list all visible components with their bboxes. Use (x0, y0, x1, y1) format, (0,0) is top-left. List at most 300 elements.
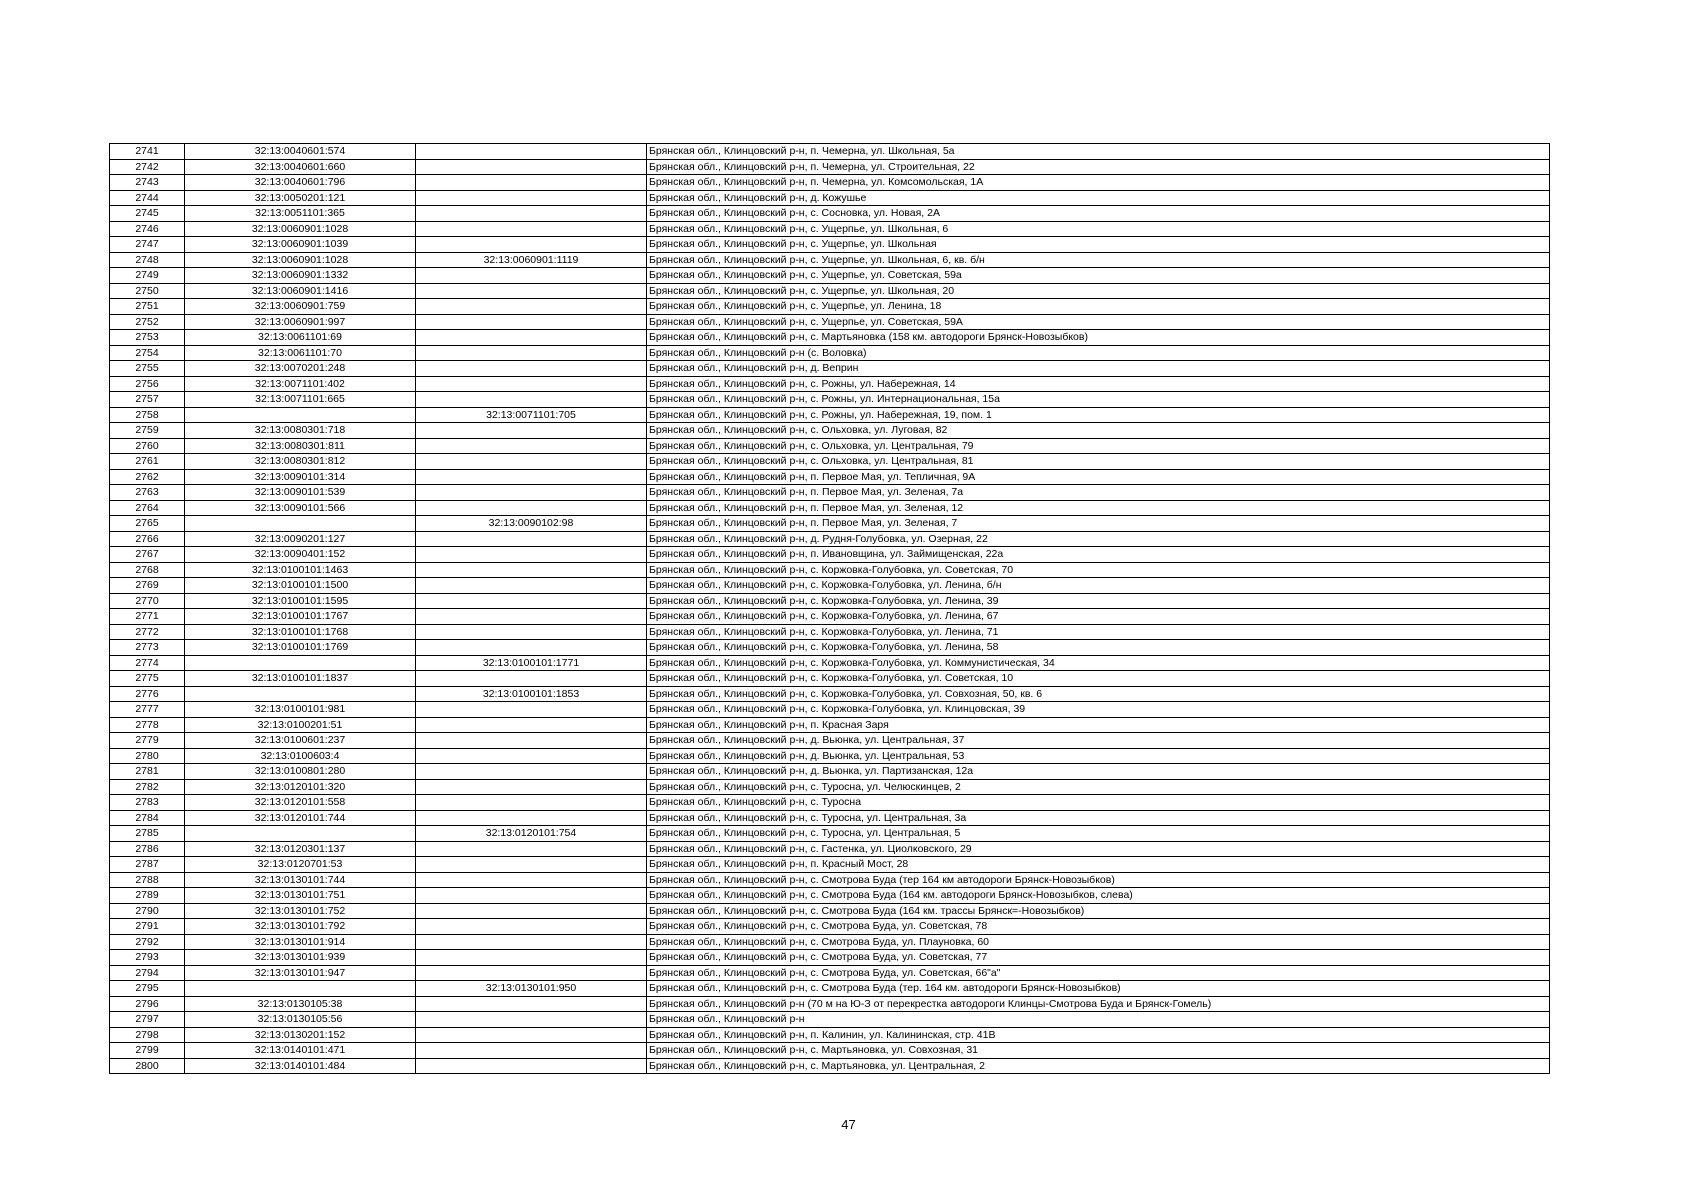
address-cell: Брянская обл., Клинцовский р-н, с. Смотрова Буда, ул. Советская, 66"а" (647, 965, 1550, 981)
sub-object-number-cell (416, 903, 647, 919)
row-number-cell: 2751 (110, 299, 185, 315)
sub-object-number-cell (416, 810, 647, 826)
cadastral-number-cell: 32:13:0071101:402 (185, 376, 416, 392)
row-number-cell: 2787 (110, 857, 185, 873)
cadastral-number-cell: 32:13:0130101:751 (185, 888, 416, 904)
table-row (110, 888, 1550, 904)
row-number-cell: 2772 (110, 624, 185, 640)
sub-object-number-cell (416, 578, 647, 594)
cadastral-number-cell: 32:13:0100201:51 (185, 717, 416, 733)
table-row (110, 795, 1550, 811)
address-cell: Брянская обл., Клинцовский р-н, с. Смотрова Буда, ул. Плауновка, 60 (647, 934, 1550, 950)
table-row (110, 826, 1550, 842)
address-cell: Брянская обл., Клинцовский р-н, с. Смотрова Буда (тер 164 км автодороги Брянск-Новозыбков) (647, 872, 1550, 888)
table-row (110, 392, 1550, 408)
page-number: 47 (841, 1117, 856, 1132)
address-cell: Брянская обл., Клинцовский р-н, с. Ольховка, ул. Луговая, 82 (647, 423, 1550, 439)
sub-object-number-cell (416, 221, 647, 237)
row-number-cell: 2768 (110, 562, 185, 578)
table-row (110, 965, 1550, 981)
table-row (110, 702, 1550, 718)
table-row (110, 919, 1550, 935)
address-cell: Брянская обл., Клинцовский р-н, п. Чемерна, ул. Строительная, 22 (647, 159, 1550, 175)
sub-object-number-cell (416, 702, 647, 718)
row-number-cell: 2741 (110, 144, 185, 160)
cadastral-number-cell: 32:13:0140101:471 (185, 1043, 416, 1059)
row-number-cell: 2765 (110, 516, 185, 532)
cadastral-number-cell: 32:13:0100601:237 (185, 733, 416, 749)
address-cell: Брянская обл., Клинцовский р-н, с. Коржовка-Голубовка, ул. Ленина, 67 (647, 609, 1550, 625)
address-cell: Брянская обл., Клинцовский р-н, с. Мартьяновка (158 км. автодороги Брянск-Новозыбков) (647, 330, 1550, 346)
table-row (110, 1027, 1550, 1043)
row-number-cell: 2744 (110, 190, 185, 206)
sub-object-number-cell (416, 717, 647, 733)
sub-object-number-cell (416, 268, 647, 284)
sub-object-number-cell (416, 593, 647, 609)
address-cell: Брянская обл., Клинцовский р-н, с. Мартьяновка, ул. Совхозная, 31 (647, 1043, 1550, 1059)
sub-object-number-cell (416, 965, 647, 981)
table-row (110, 159, 1550, 175)
cadastral-number-cell (185, 407, 416, 423)
table-row (110, 578, 1550, 594)
sub-object-number-cell (416, 299, 647, 315)
row-number-cell: 2755 (110, 361, 185, 377)
sub-object-number-cell: 32:13:0100101:1771 (416, 655, 647, 671)
table-row (110, 872, 1550, 888)
address-cell: Брянская обл., Клинцовский р-н, д. Веприн (647, 361, 1550, 377)
address-cell: Брянская обл., Клинцовский р-н, д. Вьюнка, ул. Партизанская, 12а (647, 764, 1550, 780)
sub-object-number-cell (416, 283, 647, 299)
row-number-cell: 2752 (110, 314, 185, 330)
cadastral-number-cell: 32:13:0080301:811 (185, 438, 416, 454)
sub-object-number-cell (416, 423, 647, 439)
table-row (110, 609, 1550, 625)
cadastral-number-cell: 32:13:0100101:1595 (185, 593, 416, 609)
table-row (110, 283, 1550, 299)
address-cell: Брянская обл., Клинцовский р-н, с. Ольховка, ул. Центральная, 81 (647, 454, 1550, 470)
table-row (110, 299, 1550, 315)
address-cell: Брянская обл., Клинцовский р-н, с. Ольховка, ул. Центральная, 79 (647, 438, 1550, 454)
table-row (110, 221, 1550, 237)
table-row (110, 1012, 1550, 1028)
row-number-cell: 2782 (110, 779, 185, 795)
cadastral-number-cell: 32:13:0120701:53 (185, 857, 416, 873)
sub-object-number-cell (416, 190, 647, 206)
row-number-cell: 2762 (110, 469, 185, 485)
cadastral-number-cell: 32:13:0080301:812 (185, 454, 416, 470)
cadastral-number-cell: 32:13:0090101:566 (185, 500, 416, 516)
registry-table-body (110, 144, 1550, 1074)
sub-object-number-cell (416, 748, 647, 764)
table-row (110, 934, 1550, 950)
address-cell: Брянская обл., Клинцовский р-н (с. Воловка) (647, 345, 1550, 361)
address-cell: Брянская обл., Клинцовский р-н, с. Коржовка-Голубовка, ул. Ленина, 39 (647, 593, 1550, 609)
cadastral-number-cell: 32:13:0100101:1769 (185, 640, 416, 656)
cadastral-number-cell: 32:13:0130105:56 (185, 1012, 416, 1028)
cadastral-number-cell: 32:13:0090401:152 (185, 547, 416, 563)
sub-object-number-cell (416, 950, 647, 966)
address-cell: Брянская обл., Клинцовский р-н, с. Гастенка, ул. Циолковского, 29 (647, 841, 1550, 857)
sub-object-number-cell (416, 547, 647, 563)
sub-object-number-cell: 32:13:0060901:1119 (416, 252, 647, 268)
sub-object-number-cell (416, 144, 647, 160)
sub-object-number-cell (416, 1058, 647, 1074)
row-number-cell: 2776 (110, 686, 185, 702)
cadastral-number-cell: 32:13:0040601:660 (185, 159, 416, 175)
address-cell: Брянская обл., Клинцовский р-н, с. Рожны, ул. Набережная, 19, пом. 1 (647, 407, 1550, 423)
cadastral-number-cell: 32:13:0100101:1767 (185, 609, 416, 625)
address-cell: Брянская обл., Клинцовский р-н, п. Красный Мост, 28 (647, 857, 1550, 873)
address-cell: Брянская обл., Клинцовский р-н, п. Первое Мая, ул. Тепличная, 9А (647, 469, 1550, 485)
row-number-cell: 2790 (110, 903, 185, 919)
row-number-cell: 2743 (110, 175, 185, 191)
cadastral-number-cell (185, 516, 416, 532)
sub-object-number-cell (416, 996, 647, 1012)
row-number-cell: 2770 (110, 593, 185, 609)
cadastral-number-cell: 32:13:0140101:484 (185, 1058, 416, 1074)
row-number-cell: 2747 (110, 237, 185, 253)
row-number-cell: 2758 (110, 407, 185, 423)
address-cell: Брянская обл., Клинцовский р-н, с. Сосновка, ул. Новая, 2А (647, 206, 1550, 222)
cadastral-number-cell: 32:13:0130101:752 (185, 903, 416, 919)
sub-object-number-cell (416, 779, 647, 795)
address-cell: Брянская обл., Клинцовский р-н, с. Мартьяновка, ул. Центральная, 2 (647, 1058, 1550, 1074)
row-number-cell: 2800 (110, 1058, 185, 1074)
table-row (110, 144, 1550, 160)
cadastral-number-cell (185, 686, 416, 702)
cadastral-number-cell: 32:13:0100101:1463 (185, 562, 416, 578)
table-row (110, 779, 1550, 795)
table-row (110, 733, 1550, 749)
sub-object-number-cell (416, 764, 647, 780)
sub-object-number-cell (416, 919, 647, 935)
table-row (110, 330, 1550, 346)
cadastral-number-cell: 32:13:0130101:744 (185, 872, 416, 888)
row-number-cell: 2789 (110, 888, 185, 904)
sub-object-number-cell (416, 206, 647, 222)
row-number-cell: 2753 (110, 330, 185, 346)
cadastral-number-cell: 32:13:0130101:792 (185, 919, 416, 935)
sub-object-number-cell (416, 934, 647, 950)
sub-object-number-cell (416, 1012, 647, 1028)
address-cell: Брянская обл., Клинцовский р-н, с. Туросна, ул. Челюскинцев, 2 (647, 779, 1550, 795)
address-cell: Брянская обл., Клинцовский р-н, п. Первое Мая, ул. Зеленая, 12 (647, 500, 1550, 516)
sub-object-number-cell (416, 500, 647, 516)
sub-object-number-cell (416, 1027, 647, 1043)
address-cell: Брянская обл., Клинцовский р-н, с. Коржовка-Голубовка, ул. Коммунистическая, 34 (647, 655, 1550, 671)
address-cell: Брянская обл., Клинцовский р-н, с. Ущерпье, ул. Советская, 59А (647, 314, 1550, 330)
cadastral-number-cell: 32:13:0090101:314 (185, 469, 416, 485)
table-row (110, 562, 1550, 578)
cadastral-number-cell: 32:13:0100101:1837 (185, 671, 416, 687)
cadastral-number-cell (185, 826, 416, 842)
row-number-cell: 2786 (110, 841, 185, 857)
row-number-cell: 2785 (110, 826, 185, 842)
sub-object-number-cell (416, 469, 647, 485)
cadastral-number-cell: 32:13:0060901:759 (185, 299, 416, 315)
row-number-cell: 2796 (110, 996, 185, 1012)
address-cell: Брянская обл., Клинцовский р-н, с. Смотрова Буда (164 км. автодороги Брянск-Новозыбков, слева) (647, 888, 1550, 904)
sub-object-number-cell (416, 624, 647, 640)
table-row (110, 407, 1550, 423)
sub-object-number-cell (416, 671, 647, 687)
sub-object-number-cell: 32:13:0120101:754 (416, 826, 647, 842)
address-cell: Брянская обл., Клинцовский р-н, с. Смотрова Буда, ул. Советская, 78 (647, 919, 1550, 935)
address-cell: Брянская обл., Клинцовский р-н, д. Вьюнка, ул. Центральная, 53 (647, 748, 1550, 764)
cadastral-number-cell: 32:13:0120301:137 (185, 841, 416, 857)
cadastral-number-cell: 32:13:0100101:1500 (185, 578, 416, 594)
address-cell: Брянская обл., Клинцовский р-н, с. Ущерпье, ул. Школьная, 20 (647, 283, 1550, 299)
cadastral-number-cell: 32:13:0060901:997 (185, 314, 416, 330)
row-number-cell: 2759 (110, 423, 185, 439)
row-number-cell: 2778 (110, 717, 185, 733)
table-row (110, 686, 1550, 702)
row-number-cell: 2799 (110, 1043, 185, 1059)
row-number-cell: 2777 (110, 702, 185, 718)
address-cell: Брянская обл., Клинцовский р-н, с. Коржовка-Голубовка, ул. Ленина, б/н (647, 578, 1550, 594)
address-cell: Брянская обл., Клинцовский р-н, с. Туросна, ул. Центральная, 5 (647, 826, 1550, 842)
cadastral-number-cell: 32:13:0120101:744 (185, 810, 416, 826)
table-row (110, 950, 1550, 966)
row-number-cell: 2784 (110, 810, 185, 826)
cadastral-number-cell: 32:13:0060901:1332 (185, 268, 416, 284)
address-cell: Брянская обл., Клинцовский р-н, д. Рудня-Голубовка, ул. Озерная, 22 (647, 531, 1550, 547)
row-number-cell: 2792 (110, 934, 185, 950)
address-cell: Брянская обл., Клинцовский р-н, с. Коржовка-Голубовка, ул. Советская, 10 (647, 671, 1550, 687)
address-cell: Брянская обл., Клинцовский р-н, с. Коржовка-Голубовка, ул. Клинцовская, 39 (647, 702, 1550, 718)
cadastral-number-cell: 32:13:0130101:939 (185, 950, 416, 966)
cadastral-number-cell: 32:13:0130101:947 (185, 965, 416, 981)
sub-object-number-cell (416, 485, 647, 501)
sub-object-number-cell (416, 314, 647, 330)
sub-object-number-cell (416, 733, 647, 749)
row-number-cell: 2754 (110, 345, 185, 361)
address-cell: Брянская обл., Клинцовский р-н, д. Вьюнка, ул. Центральная, 37 (647, 733, 1550, 749)
address-cell: Брянская обл., Клинцовский р-н, п. Чемерна, ул. Комсомольская, 1А (647, 175, 1550, 191)
table-row (110, 237, 1550, 253)
row-number-cell: 2780 (110, 748, 185, 764)
table-row (110, 376, 1550, 392)
sub-object-number-cell (416, 159, 647, 175)
row-number-cell: 2742 (110, 159, 185, 175)
cadastral-number-cell: 32:13:0061101:70 (185, 345, 416, 361)
table-row (110, 981, 1550, 997)
table-row (110, 841, 1550, 857)
table-row (110, 485, 1550, 501)
address-cell: Брянская обл., Клинцовский р-н, с. Ущерпье, ул. Советская, 59а (647, 268, 1550, 284)
row-number-cell: 2766 (110, 531, 185, 547)
address-cell: Брянская обл., Клинцовский р-н, с. Смотрова Буда, ул. Советская, 77 (647, 950, 1550, 966)
cadastral-number-cell (185, 981, 416, 997)
table-row (110, 469, 1550, 485)
cadastral-number-cell: 32:13:0070201:248 (185, 361, 416, 377)
sub-object-number-cell (416, 857, 647, 873)
address-cell: Брянская обл., Клинцовский р-н, с. Коржовка-Голубовка, ул. Совхозная, 50, кв. 6 (647, 686, 1550, 702)
table-row (110, 996, 1550, 1012)
cadastral-number-cell: 32:13:0040601:796 (185, 175, 416, 191)
sub-object-number-cell (416, 438, 647, 454)
table-row (110, 764, 1550, 780)
row-number-cell: 2781 (110, 764, 185, 780)
table-row (110, 857, 1550, 873)
registry-table (109, 143, 1550, 1074)
table-row (110, 438, 1550, 454)
row-number-cell: 2757 (110, 392, 185, 408)
address-cell: Брянская обл., Клинцовский р-н (70 м на Ю-З от перекрестка автодороги Клинцы-Смотрова Буда и Брянск-Гомель) (647, 996, 1550, 1012)
row-number-cell: 2761 (110, 454, 185, 470)
row-number-cell: 2746 (110, 221, 185, 237)
row-number-cell: 2764 (110, 500, 185, 516)
address-cell: Брянская обл., Клинцовский р-н, п. Красная Заря (647, 717, 1550, 733)
cadastral-number-cell: 32:13:0060901:1039 (185, 237, 416, 253)
table-row (110, 516, 1550, 532)
address-cell: Брянская обл., Клинцовский р-н (647, 1012, 1550, 1028)
address-cell: Брянская обл., Клинцовский р-н, с. Ущерпье, ул. Ленина, 18 (647, 299, 1550, 315)
address-cell: Брянская обл., Клинцовский р-н, с. Коржовка-Голубовка, ул. Ленина, 71 (647, 624, 1550, 640)
cadastral-number-cell: 32:13:0060901:1028 (185, 221, 416, 237)
sub-object-number-cell: 32:13:0100101:1853 (416, 686, 647, 702)
table-row (110, 314, 1550, 330)
row-number-cell: 2773 (110, 640, 185, 656)
cadastral-number-cell: 32:13:0100603:4 (185, 748, 416, 764)
sub-object-number-cell (416, 888, 647, 904)
cadastral-number-cell: 32:13:0100801:280 (185, 764, 416, 780)
row-number-cell: 2769 (110, 578, 185, 594)
table-row (110, 748, 1550, 764)
row-number-cell: 2771 (110, 609, 185, 625)
sub-object-number-cell (416, 640, 647, 656)
table-row (110, 671, 1550, 687)
cadastral-number-cell: 32:13:0050201:121 (185, 190, 416, 206)
cadastral-number-cell: 32:13:0090201:127 (185, 531, 416, 547)
table-row (110, 655, 1550, 671)
row-number-cell: 2791 (110, 919, 185, 935)
table-row (110, 423, 1550, 439)
row-number-cell: 2745 (110, 206, 185, 222)
cadastral-number-cell: 32:13:0130101:914 (185, 934, 416, 950)
table-row (110, 810, 1550, 826)
address-cell: Брянская обл., Клинцовский р-н, п. Калинин, ул. Калининская, стр. 41В (647, 1027, 1550, 1043)
row-number-cell: 2793 (110, 950, 185, 966)
row-number-cell: 2794 (110, 965, 185, 981)
row-number-cell: 2760 (110, 438, 185, 454)
row-number-cell: 2783 (110, 795, 185, 811)
row-number-cell: 2795 (110, 981, 185, 997)
sub-object-number-cell (416, 330, 647, 346)
table-row (110, 361, 1550, 377)
address-cell: Брянская обл., Клинцовский р-н, с. Рожны, ул. Интернациональная, 15а (647, 392, 1550, 408)
sub-object-number-cell (416, 237, 647, 253)
row-number-cell: 2779 (110, 733, 185, 749)
table-row (110, 547, 1550, 563)
cadastral-number-cell (185, 655, 416, 671)
sub-object-number-cell (416, 454, 647, 470)
address-cell: Брянская обл., Клинцовский р-н, с. Ущерпье, ул. Школьная (647, 237, 1550, 253)
cadastral-number-cell: 32:13:0120101:320 (185, 779, 416, 795)
table-row (110, 190, 1550, 206)
table-row (110, 206, 1550, 222)
table-row (110, 454, 1550, 470)
table-row (110, 903, 1550, 919)
cadastral-number-cell: 32:13:0080301:718 (185, 423, 416, 439)
address-cell: Брянская обл., Клинцовский р-н, с. Коржовка-Голубовка, ул. Ленина, 58 (647, 640, 1550, 656)
sub-object-number-cell (416, 872, 647, 888)
cadastral-number-cell: 32:13:0060901:1028 (185, 252, 416, 268)
sub-object-number-cell (416, 175, 647, 191)
address-cell: Брянская обл., Клинцовский р-н, п. Первое Мая, ул. Зеленая, 7 (647, 516, 1550, 532)
row-number-cell: 2750 (110, 283, 185, 299)
cadastral-number-cell: 32:13:0061101:69 (185, 330, 416, 346)
address-cell: Брянская обл., Клинцовский р-н, с. Смотрова Буда (тер. 164 км. автодороги Брянск-Новозыбков) (647, 981, 1550, 997)
row-number-cell: 2774 (110, 655, 185, 671)
table-row (110, 1058, 1550, 1074)
cadastral-number-cell: 32:13:0130105:38 (185, 996, 416, 1012)
sub-object-number-cell: 32:13:0130101:950 (416, 981, 647, 997)
table-row (110, 717, 1550, 733)
row-number-cell: 2756 (110, 376, 185, 392)
cadastral-number-cell: 32:13:0100101:1768 (185, 624, 416, 640)
sub-object-number-cell (416, 609, 647, 625)
row-number-cell: 2763 (110, 485, 185, 501)
row-number-cell: 2748 (110, 252, 185, 268)
address-cell: Брянская обл., Клинцовский р-н, с. Ущерпье, ул. Школьная, 6 (647, 221, 1550, 237)
sub-object-number-cell (416, 562, 647, 578)
cadastral-number-cell: 32:13:0100101:981 (185, 702, 416, 718)
address-cell: Брянская обл., Клинцовский р-н, с. Туросна, ул. Центральная, 3а (647, 810, 1550, 826)
table-row (110, 268, 1550, 284)
address-cell: Брянская обл., Клинцовский р-н, п. Чемерна, ул. Школьная, 5а (647, 144, 1550, 160)
table-row (110, 345, 1550, 361)
table-row (110, 593, 1550, 609)
table-row (110, 175, 1550, 191)
address-cell: Брянская обл., Клинцовский р-н, с. Ущерпье, ул. Школьная, 6, кв. б/н (647, 252, 1550, 268)
address-cell: Брянская обл., Клинцовский р-н, с. Рожны, ул. Набережная, 14 (647, 376, 1550, 392)
cadastral-number-cell: 32:13:0130201:152 (185, 1027, 416, 1043)
sub-object-number-cell (416, 345, 647, 361)
table-row (110, 531, 1550, 547)
sub-object-number-cell (416, 795, 647, 811)
sub-object-number-cell (416, 376, 647, 392)
sub-object-number-cell (416, 841, 647, 857)
sub-object-number-cell (416, 1043, 647, 1059)
sub-object-number-cell (416, 531, 647, 547)
address-cell: Брянская обл., Клинцовский р-н, п. Первое Мая, ул. Зеленая, 7а (647, 485, 1550, 501)
row-number-cell: 2767 (110, 547, 185, 563)
cadastral-number-cell: 32:13:0071101:665 (185, 392, 416, 408)
address-cell: Брянская обл., Клинцовский р-н, п. Ивановщина, ул. Займищенская, 22а (647, 547, 1550, 563)
table-row (110, 500, 1550, 516)
row-number-cell: 2775 (110, 671, 185, 687)
address-cell: Брянская обл., Клинцовский р-н, д. Кожушье (647, 190, 1550, 206)
row-number-cell: 2749 (110, 268, 185, 284)
sub-object-number-cell (416, 361, 647, 377)
table-row (110, 640, 1550, 656)
sub-object-number-cell (416, 392, 647, 408)
table-row (110, 624, 1550, 640)
address-cell: Брянская обл., Клинцовский р-н, с. Туросна (647, 795, 1550, 811)
table-row (110, 1043, 1550, 1059)
cadastral-number-cell: 32:13:0040601:574 (185, 144, 416, 160)
sub-object-number-cell: 32:13:0090102:98 (416, 516, 647, 532)
row-number-cell: 2788 (110, 872, 185, 888)
cadastral-number-cell: 32:13:0051101:365 (185, 206, 416, 222)
address-cell: Брянская обл., Клинцовский р-н, с. Смотрова Буда (164 км. трассы Брянск=-Новозыбков) (647, 903, 1550, 919)
cadastral-number-cell: 32:13:0120101:558 (185, 795, 416, 811)
row-number-cell: 2797 (110, 1012, 185, 1028)
cadastral-number-cell: 32:13:0060901:1416 (185, 283, 416, 299)
table-row (110, 252, 1550, 268)
row-number-cell: 2798 (110, 1027, 185, 1043)
